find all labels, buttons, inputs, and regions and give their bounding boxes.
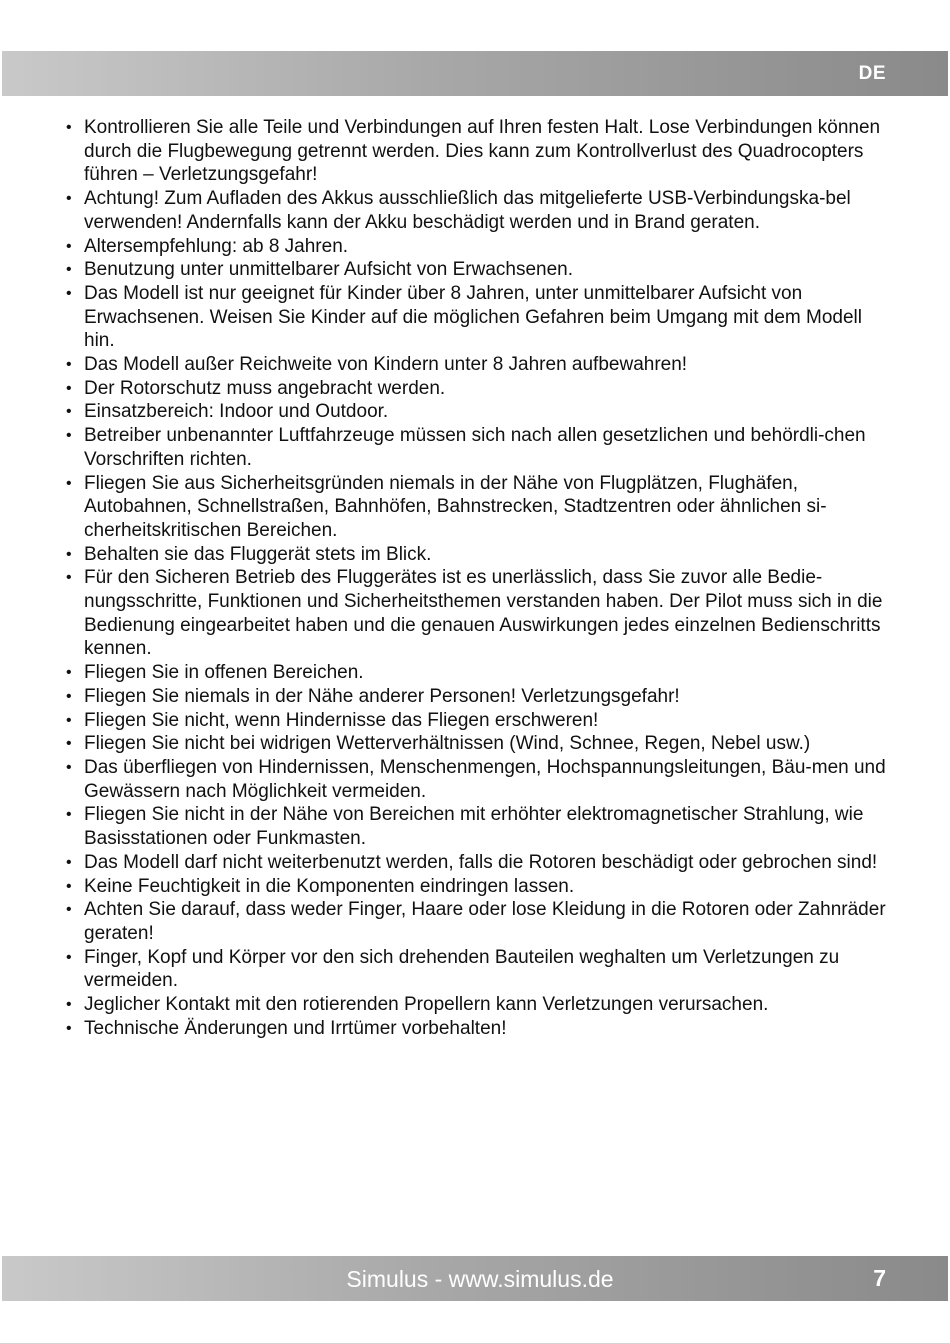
list-item	[62, 803, 892, 850]
list-item-text: Das Modell ist nur geeignet für Kinder über 8 Jahren, unter unmittelbarer Aufsicht von Erwachsenen. Weisen Sie Kinder auf die möglichen Gefahren beim Umgang mit dem Modell hin.	[84, 282, 862, 352]
list-item-text: Achten Sie darauf, dass weder Finger, Haare oder lose Kleidung in die Rotoren oder Zahnräder geraten!	[84, 899, 886, 944]
bullet-icon: •	[66, 853, 72, 871]
list-item	[62, 116, 892, 187]
list-item-text: Fliegen Sie niemals in der Nähe anderer Personen! Verletzungsgefahr!	[84, 685, 680, 707]
list-item	[62, 756, 892, 803]
list-item	[62, 353, 892, 377]
list-item	[62, 424, 892, 471]
list-item-text: Behalten sie das Fluggerät stets im Blick.	[84, 543, 432, 565]
bullet-icon: •	[66, 284, 72, 302]
list-item-text: Betreiber unbenannter Luftfahrzeuge müssen sich nach allen gesetzlichen und behördli-chen Vorschriften richten.	[84, 425, 866, 470]
list-item-text: Fliegen Sie nicht, wenn Hindernisse das Fliegen erschweren!	[84, 709, 599, 731]
list-item-text: Fliegen Sie aus Sicherheitsgründen niemals in der Nähe von Flugplätzen, Flughäfen, Autobahnen, Schnellstraßen, Bahnhöfen, Bahnstrecken, Stadtzentren oder ähnlichen si-cherheitskritischen Bereichen.	[84, 472, 827, 541]
list-item-text: Einsatzbereich: Indoor und Outdoor.	[84, 401, 389, 423]
list-item	[62, 543, 892, 567]
bullet-icon: •	[66, 545, 72, 563]
list-item-text: Das Modell außer Reichweite von Kindern unter 8 Jahren aufbewahren!	[84, 354, 688, 376]
list-item	[62, 187, 892, 234]
list-item-text: Jeglicher Kontakt mit den rotierenden Propellern kann Verletzungen verursachen.	[84, 994, 769, 1016]
bullet-icon: •	[66, 1019, 72, 1037]
list-item-text: Altersempfehlung: ab 8 Jahren.	[84, 235, 349, 257]
bullet-icon: •	[66, 237, 72, 255]
safety-notes-list	[62, 116, 892, 1040]
list-item	[62, 709, 892, 733]
bullet-icon: •	[66, 261, 72, 279]
list-item	[62, 377, 892, 401]
bullet-icon: •	[66, 711, 72, 729]
bullet-icon: •	[66, 996, 72, 1014]
list-item-text: Das Modell darf nicht weiterbenutzt werden, falls die Rotoren beschädigt oder gebrochen sind!	[84, 851, 878, 873]
bullet-icon: •	[66, 664, 72, 682]
footer-website-text: Simulus - www.simulus.de	[346, 1266, 614, 1292]
header-bar	[2, 51, 948, 96]
list-item-text: Fliegen Sie nicht in der Nähe von Bereichen mit erhöhter elektromagnetischer Strahlung, wie Basisstationen oder Funkmasten.	[84, 804, 864, 850]
bullet-icon: •	[66, 379, 72, 397]
list-item	[62, 732, 892, 756]
list-item-text: Fliegen Sie nicht bei widrigen Wetterverhältnissen (Wind, Schnee, Regen, Nebel usw.)	[84, 733, 811, 755]
list-item	[62, 235, 892, 259]
list-item	[62, 851, 892, 875]
bullet-icon: •	[66, 901, 72, 919]
list-item-text: Keine Feuchtigkeit in die Komponenten eindringen lassen.	[84, 875, 575, 897]
bullet-icon: •	[66, 687, 72, 705]
list-item-text: Technische Änderungen und Irrtümer vorbehalten!	[84, 1017, 507, 1039]
list-item	[62, 946, 892, 993]
list-item-text: Benutzung unter unmittelbarer Aufsicht von Erwachsenen.	[84, 259, 574, 281]
bullet-icon: •	[66, 403, 72, 421]
list-item	[62, 258, 892, 282]
list-item-text: Fliegen Sie in offenen Bereichen.	[84, 662, 364, 684]
bullet-icon: •	[66, 569, 72, 587]
list-item	[62, 661, 892, 685]
list-item	[62, 898, 892, 945]
list-item-text: Das überfliegen von Hindernissen, Menschenmengen, Hochspannungsleitungen, Bäu-men und Gewässern nach Möglichkeit vermeiden.	[84, 756, 886, 802]
page-number: 7	[873, 1265, 886, 1291]
bullet-icon: •	[66, 948, 72, 966]
list-item	[62, 993, 892, 1017]
bullet-icon: •	[66, 119, 72, 136]
bullet-icon: •	[66, 356, 72, 374]
list-item	[62, 472, 892, 543]
list-item	[62, 875, 892, 899]
list-item-text: Finger, Kopf und Körper vor den sich drehenden Bauteilen weghalten um Verletzungen zu vermeiden.	[84, 946, 840, 992]
bullet-icon: •	[66, 735, 72, 753]
page-content	[62, 116, 892, 1040]
list-item	[62, 1017, 892, 1041]
list-item-text: Für den Sicheren Betrieb des Fluggerätes ist es unerlässlich, dass Sie zuvor alle Bedie-nungsschritte, Funktionen und Sicherheitsthemen verstanden haben. Der Pilot muss sich in die Bedienung eingearbeitet haben und die genauen Auswirkungen jedes einzelnen Bedienschritts kennen.	[84, 567, 883, 660]
bullet-icon: •	[66, 877, 72, 895]
bullet-icon: •	[66, 806, 72, 824]
list-item-text: Der Rotorschutz muss angebracht werden.	[84, 377, 446, 399]
list-item	[62, 566, 892, 661]
footer-bar	[2, 1256, 948, 1301]
bullet-icon: •	[66, 758, 72, 776]
bullet-icon: •	[66, 474, 72, 492]
list-item	[62, 685, 892, 709]
list-item-text: Kontrollieren Sie alle Teile und Verbindungen auf Ihren festen Halt. Lose Verbindungen können durch die Flugbewegung getrennt werden. Dies kann zum Kontrollverlust des Quadrocopters führen – Verletzungsgefahr!	[84, 117, 881, 186]
list-item	[62, 282, 892, 353]
list-item	[62, 400, 892, 424]
list-item-text: Achtung! Zum Aufladen des Akkus ausschließlich das mitgelieferte USB-Verbindungska-bel verwenden! Andernfalls kann der Akku beschädigt werden und in Brand geraten.	[84, 188, 851, 233]
bullet-icon: •	[66, 190, 72, 208]
language-label: DE	[858, 63, 886, 84]
bullet-icon: •	[66, 427, 72, 445]
